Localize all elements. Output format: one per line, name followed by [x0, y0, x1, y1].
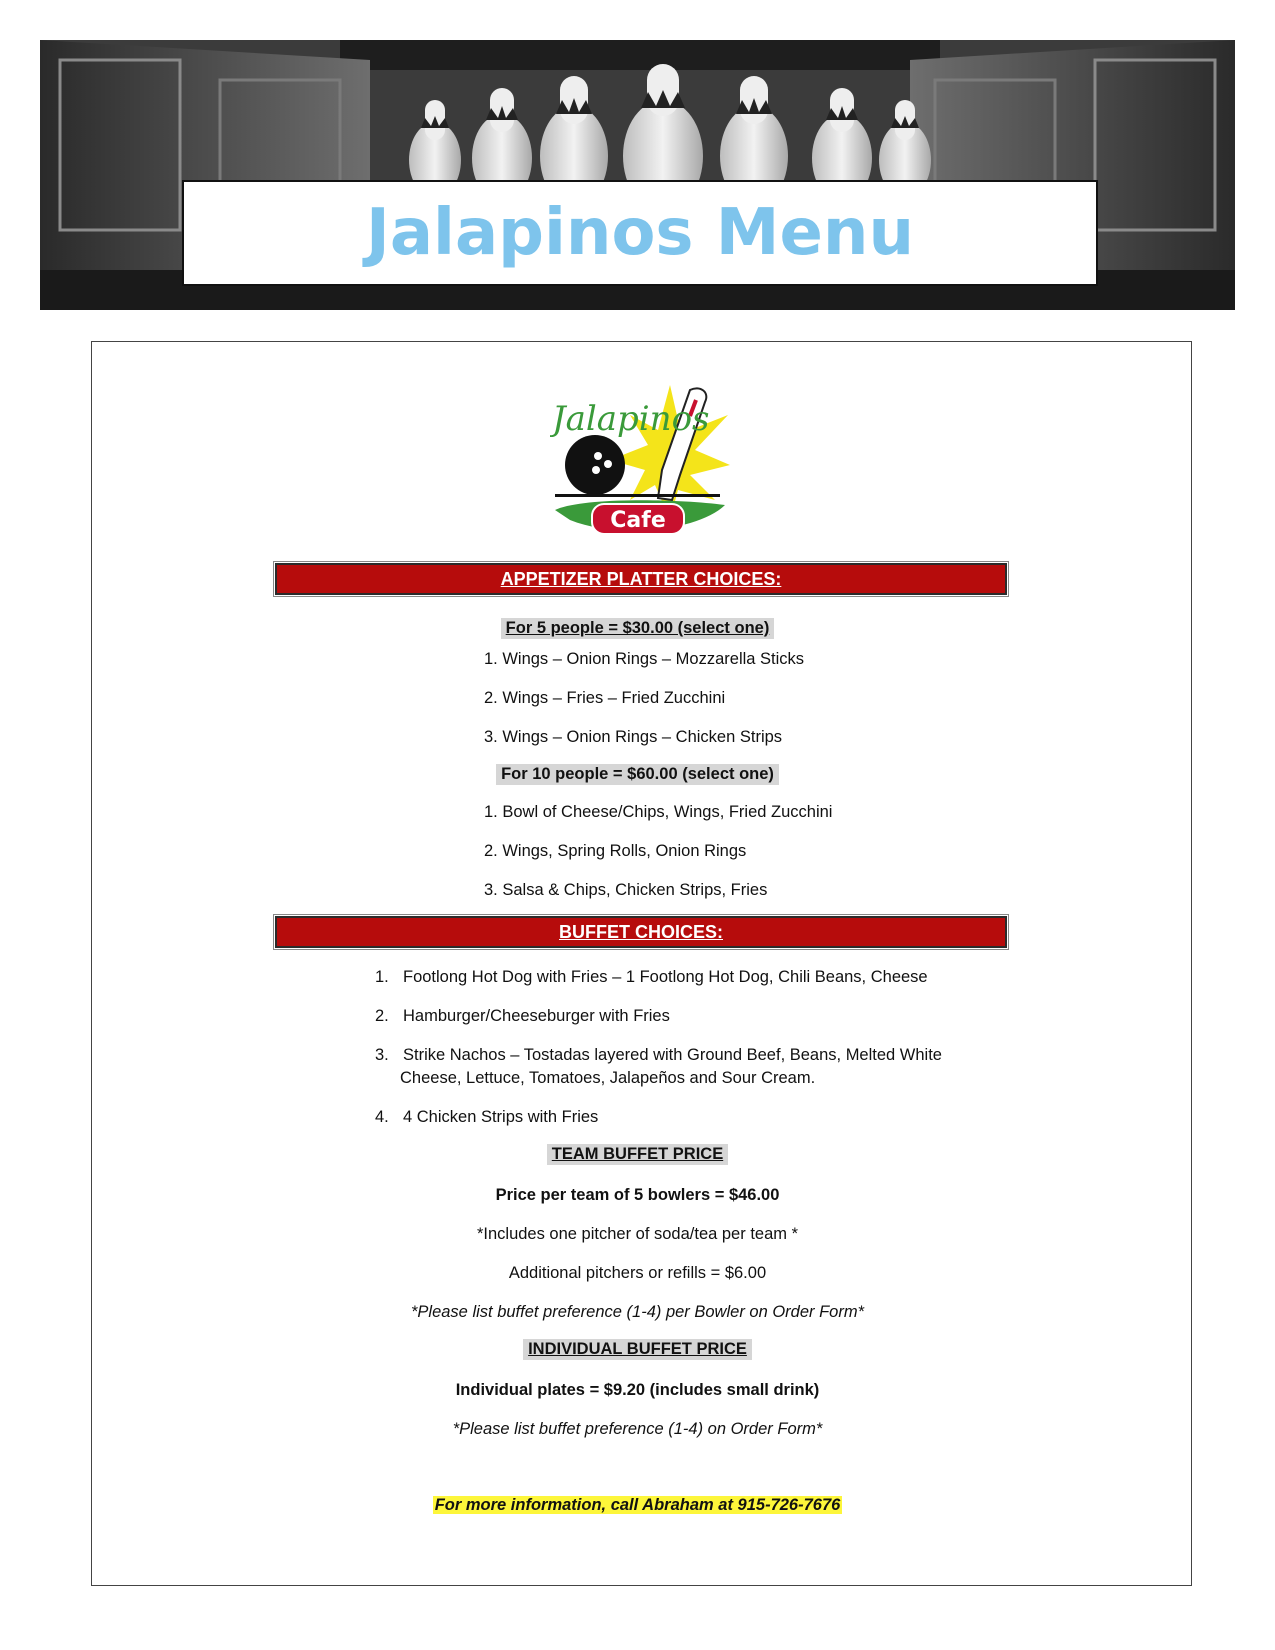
buffet-item-text: Footlong Hot Dog with Fries – 1 Footlong Hot Dog, Chili Beans, Cheese: [403, 968, 928, 986]
team-additional: Additional pitchers or refills = $6.00: [508, 1264, 767, 1282]
team-price-label: TEAM BUFFET PRICE: [547, 1144, 728, 1165]
buffet-section-header: [275, 916, 1007, 948]
jalapinos-cafe-logo: [550, 380, 732, 542]
list-item: 1. Wings – Onion Rings – Mozzarella Sticks: [484, 650, 805, 668]
buffet-item-number: 4.: [375, 1108, 389, 1126]
buffet-item-number: 3.: [375, 1046, 389, 1064]
bowling-ball-icon: [565, 435, 625, 495]
group-5-label-row: [0, 618, 1275, 639]
group-5-label: For 5 people = $30.00 (select one): [501, 618, 775, 639]
individual-price-label: INDIVIDUAL BUFFET PRICE: [523, 1339, 752, 1360]
list-item: 2. Wings – Fries – Fried Zucchini: [484, 689, 726, 707]
team-price: Price per team of 5 bowlers = $46.00: [495, 1186, 780, 1204]
appetizer-section-header: [275, 563, 1007, 595]
buffet-item-text: Strike Nachos – Tostadas layered with Ground Beef, Beans, Melted White: [403, 1046, 942, 1064]
list-item: 1. Bowl of Cheese/Chips, Wings, Fried Zucchini: [484, 803, 833, 821]
individual-price-label-row: [0, 1339, 1275, 1360]
buffet-item-number: 2.: [375, 1007, 389, 1025]
buffet-item-text: 4 Chicken Strips with Fries: [403, 1108, 599, 1126]
group-10-label-row: [0, 764, 1275, 785]
buffet-item-text-cont: Cheese, Lettuce, Tomatoes, Jalapeños and Sour Cream.: [400, 1069, 816, 1087]
page-title: Jalapinos Menu: [366, 196, 914, 270]
individual-note: *Please list buffet preference (1-4) on Order Form*: [452, 1420, 823, 1438]
team-price-label-row: [0, 1144, 1275, 1165]
group-10-label: For 10 people = $60.00 (select one): [496, 764, 779, 785]
buffet-item-number: 1.: [375, 968, 389, 986]
contact-row: [0, 1496, 1275, 1515]
logo-badge-text: Cafe: [610, 508, 666, 533]
buffet-item-text: Hamburger/Cheeseburger with Fries: [403, 1007, 670, 1025]
list-item: 3. Salsa & Chips, Chicken Strips, Fries: [484, 881, 768, 899]
contact-info: For more information, call Abraham at 915-726-7676: [434, 1496, 841, 1514]
list-item: 3. Wings – Onion Rings – Chicken Strips: [484, 728, 783, 746]
team-includes: *Includes one pitcher of soda/tea per team *: [476, 1225, 799, 1243]
appetizer-heading: APPETIZER PLATTER CHOICES:: [500, 568, 782, 589]
team-note: *Please list buffet preference (1-4) per Bowler on Order Form*: [410, 1303, 865, 1321]
list-item: 2. Wings, Spring Rolls, Onion Rings: [484, 842, 747, 860]
buffet-item-2: [375, 1005, 670, 1028]
buffet-item-4: [375, 1106, 598, 1129]
header-banner: [40, 40, 1235, 310]
buffet-heading: BUFFET CHOICES:: [559, 921, 723, 942]
buffet-item-3: [375, 1044, 942, 1090]
title-box: [182, 180, 1098, 286]
individual-price: Individual plates = $9.20 (includes small drink): [455, 1381, 820, 1399]
logo-script-text: Jalapinos: [552, 399, 710, 439]
buffet-item-1: [375, 966, 928, 989]
